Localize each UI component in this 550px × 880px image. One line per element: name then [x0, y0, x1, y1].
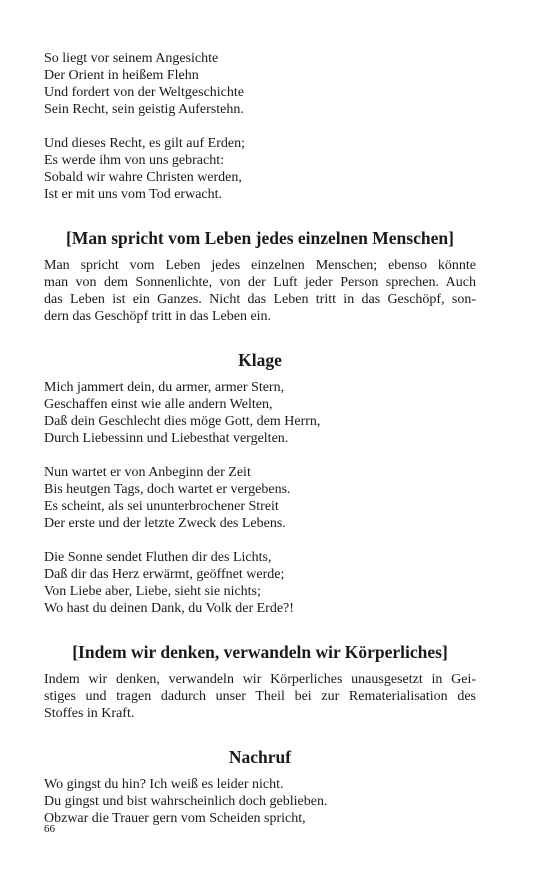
- page-number: 66: [44, 823, 55, 835]
- klage-stanza-1: [44, 379, 476, 447]
- verse-line: Du gingst und bist wahrscheinlich doch geblieben.: [44, 794, 328, 809]
- verse-line: Wo gingst du hin? Ich weiß es leider nicht.: [44, 777, 284, 792]
- verse-line: Der Orient in heißem Flehn: [44, 68, 199, 83]
- verse-line: Die Sonne sendet Fluthen dir des Lichts,: [44, 550, 272, 565]
- verse-line: Und fordert von der Weltgeschichte: [44, 85, 244, 100]
- verse-line: Bis heutgen Tags, doch wartet er vergebens.: [44, 482, 291, 497]
- verse-line: Nun wartet er von Anbeginn der Zeit: [44, 465, 251, 480]
- verse-line: Es scheint, als sei ununterbrochener Streit: [44, 499, 279, 514]
- verse-line: Obzwar die Trauer gern vom Scheiden spricht,: [44, 811, 306, 826]
- nachruf-stanza-1: [44, 776, 476, 827]
- poem-title: Nachruf: [228, 747, 292, 767]
- section-heading: [Indem wir denken, verwandeln wir Körperliches]: [72, 642, 448, 662]
- poem-title: Klage: [238, 350, 282, 370]
- verse-line: So liegt vor seinem Angesichte: [44, 51, 219, 66]
- verse-line: Der erste und der letzte Zweck des Lebens.: [44, 516, 286, 531]
- verse-line: Wo hast du deinen Dank, du Volk der Erde?!: [44, 601, 294, 616]
- verse-line: Und dieses Recht, es gilt auf Erden;: [44, 136, 246, 151]
- prose-line: dern das Geschöpf tritt in das Leben ein.: [44, 309, 272, 324]
- prose-line: Stoffes in Kraft.: [44, 706, 135, 721]
- prose-line: Man spricht vom Leben jedes einzelnen Menschen; ebenso könnte: [44, 258, 476, 273]
- klage-stanza-3: [44, 549, 476, 617]
- verse-line: Mich jammert dein, du armer, armer Stern,: [44, 380, 285, 395]
- verse-line: Ist er mit uns vom Tod erwacht.: [44, 187, 223, 202]
- prose-line: man von dem Sonnenlichte, von der Luft jeder Person sprechen. Auch: [44, 275, 476, 290]
- prose-line: stiges und tragen dadurch unser Theil bei zur Rematerialisation des: [44, 689, 476, 704]
- poem1-stanza-2: [44, 135, 476, 203]
- prose-line: das Leben ist ein Ganzes. Nicht das Leben tritt in das Geschöpf, son-: [44, 292, 476, 307]
- section-heading: [Man spricht vom Leben jedes einzelnen Menschen]: [66, 228, 454, 248]
- poem1-stanza-1: [44, 50, 476, 118]
- prose-paragraph: [44, 671, 476, 722]
- klage-stanza-2: [44, 464, 476, 532]
- verse-line: Daß dir das Herz erwärmt, geöffnet werde;: [44, 567, 285, 582]
- verse-line: Geschaffen einst wie alle andern Welten,: [44, 397, 273, 412]
- prose-paragraph: [44, 257, 476, 325]
- verse-line: Daß dein Geschlecht dies möge Gott, dem Herrn,: [44, 414, 321, 429]
- verse-line: Von Liebe aber, Liebe, sieht sie nichts;: [44, 584, 261, 599]
- verse-line: Durch Liebessinn und Liebesthat vergelten.: [44, 431, 289, 446]
- prose-line: Indem wir denken, verwandeln wir Körperliches unausgesetzt in Gei-: [44, 672, 476, 687]
- verse-line: Sobald wir wahre Christen werden,: [44, 170, 242, 185]
- verse-line: Es werde ihm von uns gebracht:: [44, 153, 225, 168]
- page-body: [44, 50, 476, 827]
- verse-line: Sein Recht, sein geistig Auferstehn.: [44, 102, 244, 117]
